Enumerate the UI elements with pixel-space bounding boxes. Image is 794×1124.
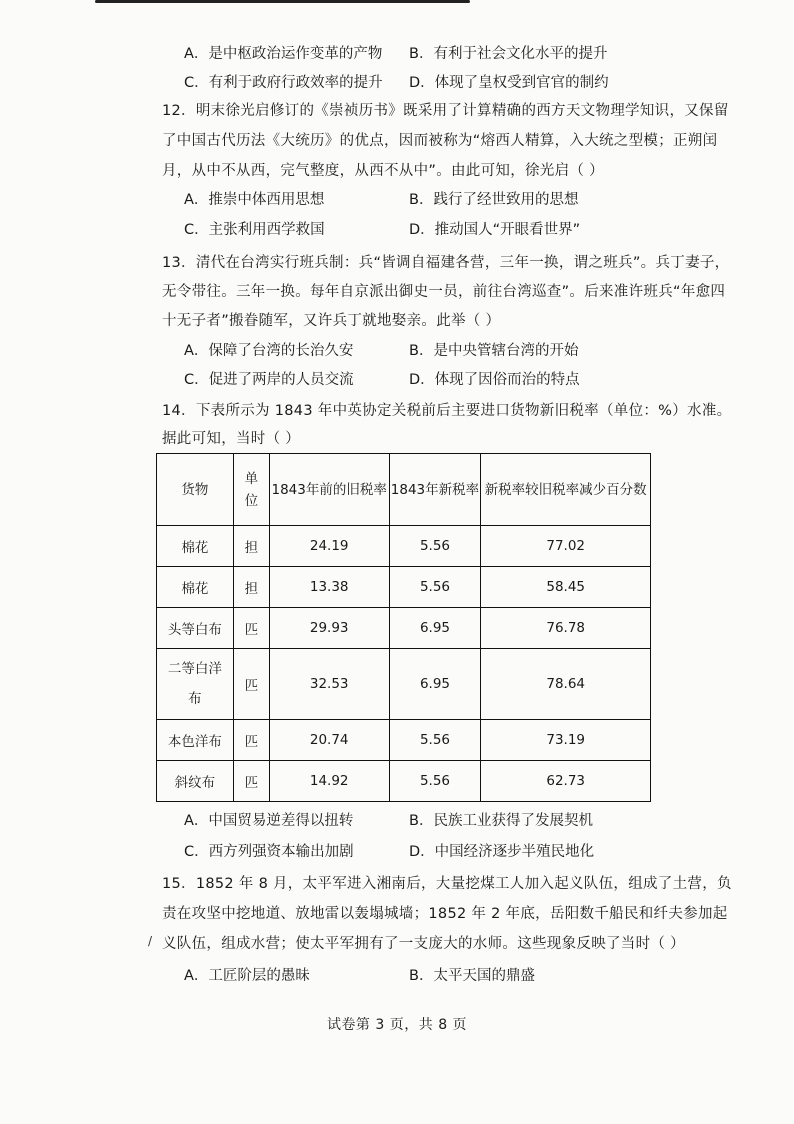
cell-unit: 担 bbox=[233, 567, 269, 608]
col-header-new-rate: 1843年新税率 bbox=[389, 454, 481, 526]
tariff-table bbox=[156, 453, 651, 802]
q13-option-c: C．促进了两岸的人员交流 bbox=[184, 372, 354, 388]
cell-good: 本色洋布 bbox=[157, 720, 234, 761]
col-header-goods: 货物 bbox=[157, 454, 234, 526]
col-header-reduction: 新税率较旧税率减少百分数 bbox=[481, 454, 651, 526]
scan-artifact-bar bbox=[95, 0, 470, 3]
cell-new-rate: 5.56 bbox=[389, 720, 481, 761]
cell-unit: 匹 bbox=[233, 720, 269, 761]
cell-good: 二等白洋布 bbox=[157, 649, 234, 720]
q12-option-a: A．推崇中体西用思想 bbox=[184, 192, 325, 208]
q12-option-b: B．践行了经世致用的思想 bbox=[409, 192, 579, 208]
q14-option-b: B．民族工业获得了发展契机 bbox=[409, 813, 593, 829]
q11-option-b: B．有利于社会文化水平的提升 bbox=[409, 46, 608, 62]
cell-good: 头等白布 bbox=[157, 608, 234, 649]
cell-reduction: 78.64 bbox=[481, 649, 651, 720]
cell-old-rate: 24.19 bbox=[269, 526, 389, 567]
cell-old-rate: 29.93 bbox=[269, 608, 389, 649]
q13-option-d: D．体现了因俗而治的特点 bbox=[409, 372, 580, 388]
cell-good: 棉花 bbox=[157, 526, 234, 567]
table-row bbox=[157, 526, 651, 567]
q15-stem-line1: 15．1852 年 8 月，太平军进入湘南后，大量挖煤工人加入起义队伍，组成了土营，负 bbox=[162, 876, 732, 892]
cell-new-rate: 6.95 bbox=[389, 608, 481, 649]
pencil-mark: / bbox=[148, 934, 153, 948]
cell-old-rate: 13.38 bbox=[269, 567, 389, 608]
table-row bbox=[157, 720, 651, 761]
cell-new-rate: 5.56 bbox=[389, 526, 481, 567]
q15-option-b: B．太平天国的鼎盛 bbox=[409, 968, 535, 984]
cell-old-rate: 20.74 bbox=[269, 720, 389, 761]
cell-reduction: 77.02 bbox=[481, 526, 651, 567]
table-row bbox=[157, 761, 651, 802]
table-row bbox=[157, 608, 651, 649]
cell-new-rate: 5.56 bbox=[389, 761, 481, 802]
cell-new-rate: 6.95 bbox=[389, 649, 481, 720]
q12-option-d: D．推动国人“开眼看世界” bbox=[409, 222, 581, 238]
cell-unit: 匹 bbox=[233, 761, 269, 802]
cell-unit: 匹 bbox=[233, 649, 269, 720]
cell-reduction: 76.78 bbox=[481, 608, 651, 649]
col-header-old-rate: 1843年前的旧税率 bbox=[269, 454, 389, 526]
q12-option-c: C．主张利用西学救国 bbox=[184, 222, 325, 238]
table-header-row bbox=[157, 454, 651, 526]
q11-option-a: A．是中枢政治运作变革的产物 bbox=[184, 46, 383, 62]
cell-old-rate: 14.92 bbox=[269, 761, 389, 802]
cell-unit: 匹 bbox=[233, 608, 269, 649]
col-header-unit: 单位 bbox=[233, 454, 269, 526]
cell-good: 斜纹布 bbox=[157, 761, 234, 802]
cell-reduction: 58.45 bbox=[481, 567, 651, 608]
q15-stem-line3: 义队伍，组成水营；使太平军拥有了一支庞大的水师。这些现象反映了当时（ ） bbox=[162, 936, 685, 952]
q15-stem-line2: 责在攻坚中挖地道、放地雷以轰塌城墙；1852 年 2 年底，岳阳数千船民和纤夫参加起 bbox=[162, 906, 728, 922]
table-row bbox=[157, 567, 651, 608]
cell-old-rate: 32.53 bbox=[269, 649, 389, 720]
cell-reduction: 62.73 bbox=[481, 761, 651, 802]
q15-option-a: A．工匠阶层的愚昧 bbox=[184, 968, 310, 984]
cell-unit: 担 bbox=[233, 526, 269, 567]
cell-good: 棉花 bbox=[157, 567, 234, 608]
table-row bbox=[157, 649, 651, 720]
q14-option-d: D．中国经济逐步半殖民地化 bbox=[409, 844, 595, 860]
q13-stem-line1: 13．清代在台湾实行班兵制：兵“皆调自福建各营，三年一换，谓之班兵”。兵丁妻子， bbox=[162, 255, 730, 271]
q12-stem-line3: 月，从中不从西，完气整度，从西不从中”。由此可知，徐光启（ ） bbox=[162, 163, 604, 179]
cell-reduction: 73.19 bbox=[481, 720, 651, 761]
q14-option-a: A．中国贸易逆差得以扭转 bbox=[184, 813, 354, 829]
q13-stem-line3: 十无子者”搬眷随军，又许兵丁就地娶亲。此举（ ） bbox=[162, 313, 501, 329]
q13-stem-line2: 无令带往。三年一换。每年自京派出御史一员，前往台湾巡查”。后来准许班兵“年愈四 bbox=[162, 284, 726, 300]
q12-stem-line2: 了中国古代历法《大统历》的优点，因而被称为“熔西人精算，入大统之型模；正朔闰 bbox=[162, 133, 718, 149]
q13-option-b: B．是中央管辖台湾的开始 bbox=[409, 343, 579, 359]
page-footer: 试卷第 3 页，共 8 页 bbox=[326, 1017, 468, 1033]
q13-option-a: A．保障了台湾的长治久安 bbox=[184, 343, 354, 359]
q14-stem-line1: 14．下表所示为 1843 年中英协定关税前后主要进口货物新旧税率（单位：%）水准。 bbox=[162, 403, 732, 419]
q11-option-d: D．体现了皇权受到官官的制约 bbox=[409, 75, 609, 91]
q12-stem-line1: 12．明末徐光启修订的《崇祯历书》既采用了计算精确的西方天文物理学知识，又保留 bbox=[162, 103, 729, 119]
q14-option-c: C．西方列强资本输出加剧 bbox=[184, 844, 354, 860]
q11-option-c: C．有利于政府行政效率的提升 bbox=[184, 75, 383, 91]
cell-new-rate: 5.56 bbox=[389, 567, 481, 608]
q14-stem-line2: 据此可知，当时（ ） bbox=[162, 431, 301, 447]
